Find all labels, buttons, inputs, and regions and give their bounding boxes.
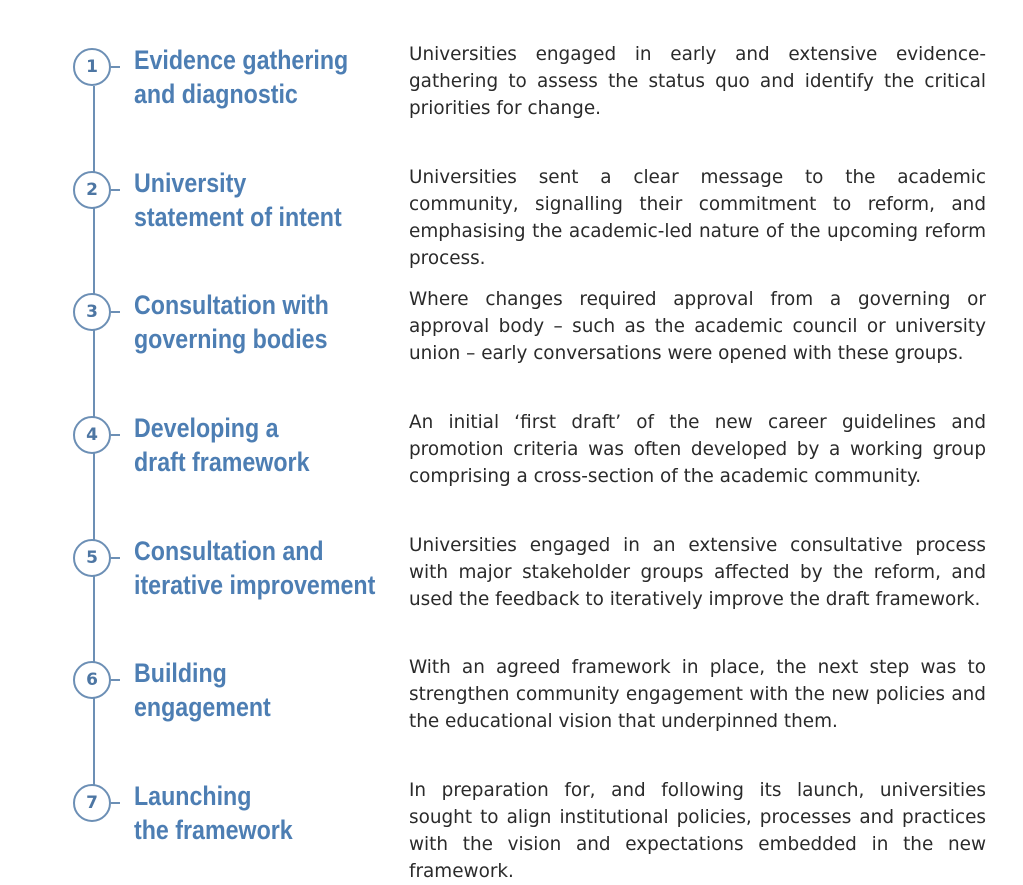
step-title	[134, 43, 366, 111]
step-title	[134, 166, 366, 234]
step-number-circle: 4	[73, 416, 111, 454]
step-title	[134, 656, 366, 724]
step-title-line: governing bodies	[134, 324, 328, 354]
step-connector	[111, 311, 120, 313]
step-number-circle: 1	[73, 48, 111, 86]
step-title-line: draft framework	[134, 447, 310, 477]
step-7	[0, 780, 1023, 882]
step-description: In preparation for, and following its launch, universities sought to align institutional policies, processes and practices with the vision and expectations embedded in the new framework.	[409, 780, 986, 882]
step-title-line: statement of intent	[134, 202, 342, 232]
step-title-line: the framework	[134, 815, 293, 845]
step-4	[0, 412, 1023, 505]
step-description: Universities engaged in early and extensive evidence-gathering to assess the status quo and identify the critical priorities for change.	[409, 44, 986, 119]
step-title-line: iterative improvement	[134, 570, 376, 600]
step-title-line: Evidence gathering	[134, 45, 349, 75]
step-title-line: Developing a	[134, 413, 279, 443]
step-2	[0, 167, 1023, 269]
step-connector	[111, 66, 120, 68]
step-1	[0, 44, 1023, 137]
step-description: Universities sent a clear message to the academic community, signalling their commitment to reform, and emphasising the academic-led nature of the upcoming reform process.	[409, 167, 986, 269]
step-3	[0, 289, 1023, 382]
step-description: With an agreed framework in place, the next step was to strengthen community engagement with the new policies and the educational vision that underpinned them.	[409, 657, 986, 732]
step-title	[134, 534, 376, 602]
step-number-circle: 7	[73, 784, 111, 822]
step-connector	[111, 189, 120, 191]
step-description: An initial ‘first draft’ of the new career guidelines and promotion criteria was often developed by a working group comprising a cross-section of the academic community.	[409, 412, 986, 487]
step-title-line: Consultation and	[134, 536, 324, 566]
step-number-circle: 3	[73, 293, 111, 331]
step-connector	[111, 557, 120, 559]
step-title-line: engagement	[134, 692, 271, 722]
step-number-circle: 2	[73, 171, 111, 209]
step-6	[0, 657, 1023, 750]
step-title	[134, 411, 366, 479]
step-description: Where changes required approval from a governing or approval body – such as the academic council or university union – early conversations were opened with these groups.	[409, 289, 986, 364]
step-connector	[111, 802, 120, 804]
step-number-circle: 5	[73, 539, 111, 577]
step-title-line: University	[134, 168, 247, 198]
step-title-line: and diagnostic	[134, 79, 298, 109]
step-5	[0, 535, 1023, 628]
step-title-line: Launching	[134, 781, 252, 811]
step-connector	[111, 679, 120, 681]
step-title-line: Consultation with	[134, 290, 329, 320]
step-number-circle: 6	[73, 661, 111, 699]
step-connector	[111, 434, 120, 436]
step-title	[134, 779, 366, 847]
step-title	[134, 288, 366, 356]
step-description: Universities engaged in an extensive consultative process with major stakeholder groups affected by the reform, and used the feedback to iteratively improve the draft framework.	[409, 535, 986, 610]
step-title-line: Building	[134, 658, 227, 688]
